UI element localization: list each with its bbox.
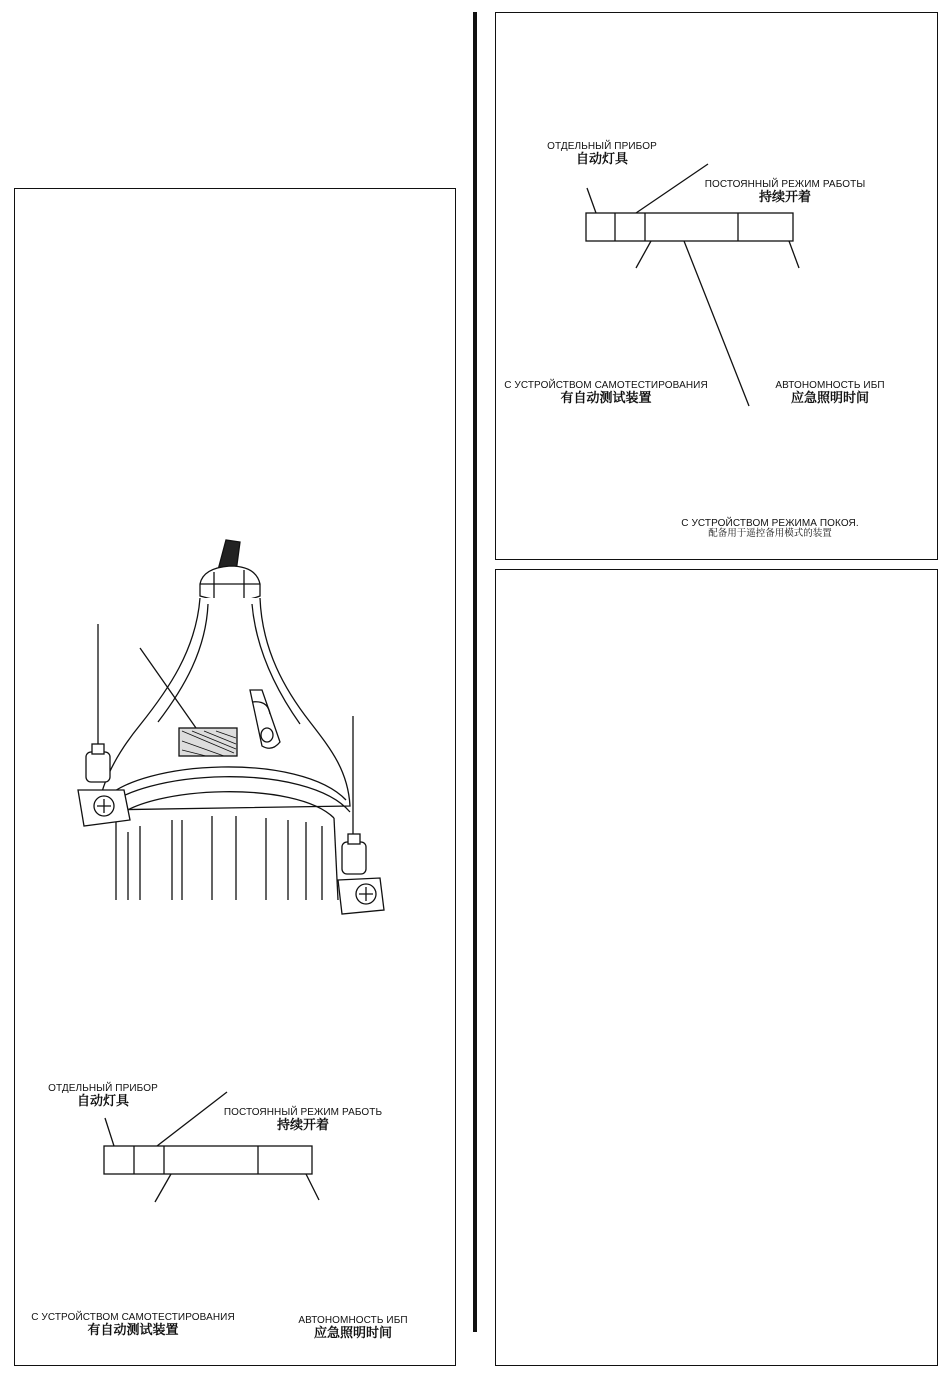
selftest-label-ru: С УСТРОЙСТВОМ САМОТЕСТИРОВАНИЯ — [504, 380, 708, 391]
rest-mode-label-right — [670, 518, 870, 539]
mode-label-left — [210, 1107, 396, 1132]
selftest-label-zh: 有自动测试装置 — [560, 390, 652, 405]
autonomy-label-zh: 应急照明时间 — [790, 390, 869, 405]
device-label-right — [532, 141, 672, 166]
rest-mode-label-ru: С УСТРОЙСТВОМ РЕЖИМА ПОКОЯ. — [681, 518, 859, 529]
luminaire-illustration — [78, 540, 384, 914]
device-label-ru: ОТДЕЛЬНЫЙ ПРИБОР — [547, 141, 657, 152]
autonomy-label-left — [285, 1315, 421, 1340]
selftest-label-zh: 有自动测试装置 — [87, 1322, 179, 1337]
device-label-zh: 自动灯具 — [76, 1093, 129, 1108]
selftest-label-left — [18, 1312, 248, 1337]
mode-label-zh: 持续开着 — [758, 189, 811, 204]
autonomy-label-zh: 应急照明时间 — [313, 1325, 392, 1340]
device-label-left — [38, 1083, 168, 1108]
mode-label-zh: 持续开着 — [276, 1117, 329, 1132]
selftest-label-right — [498, 380, 714, 405]
device-label-zh: 自动灯具 — [575, 151, 628, 166]
label-code-box-left — [104, 1146, 312, 1174]
label-code-box-right — [586, 213, 793, 241]
autonomy-label-ru: АВТОНОМНОСТЬ ИБП — [775, 380, 885, 391]
selftest-label-ru: С УСТРОЙСТВОМ САМОТЕСТИРОВАНИЯ — [31, 1312, 235, 1323]
autonomy-label-ru: АВТОНОМНОСТЬ ИБП — [298, 1315, 408, 1326]
autonomy-label-right — [760, 380, 900, 405]
mode-label-ru: ПОСТОЯННЫЙ РЕЖИМ РАБОТЬ — [223, 1107, 383, 1118]
mode-label-ru: ПОСТОЯННЫЙ РЕЖИМ РАБОТЫ — [704, 179, 866, 190]
rest-mode-label-zh: 配备用于遥控备用模式的装置 — [708, 528, 832, 539]
device-label-ru: ОТДЕЛЬНЫЙ ПРИБОР — [48, 1083, 158, 1094]
mode-label-right — [690, 179, 880, 204]
